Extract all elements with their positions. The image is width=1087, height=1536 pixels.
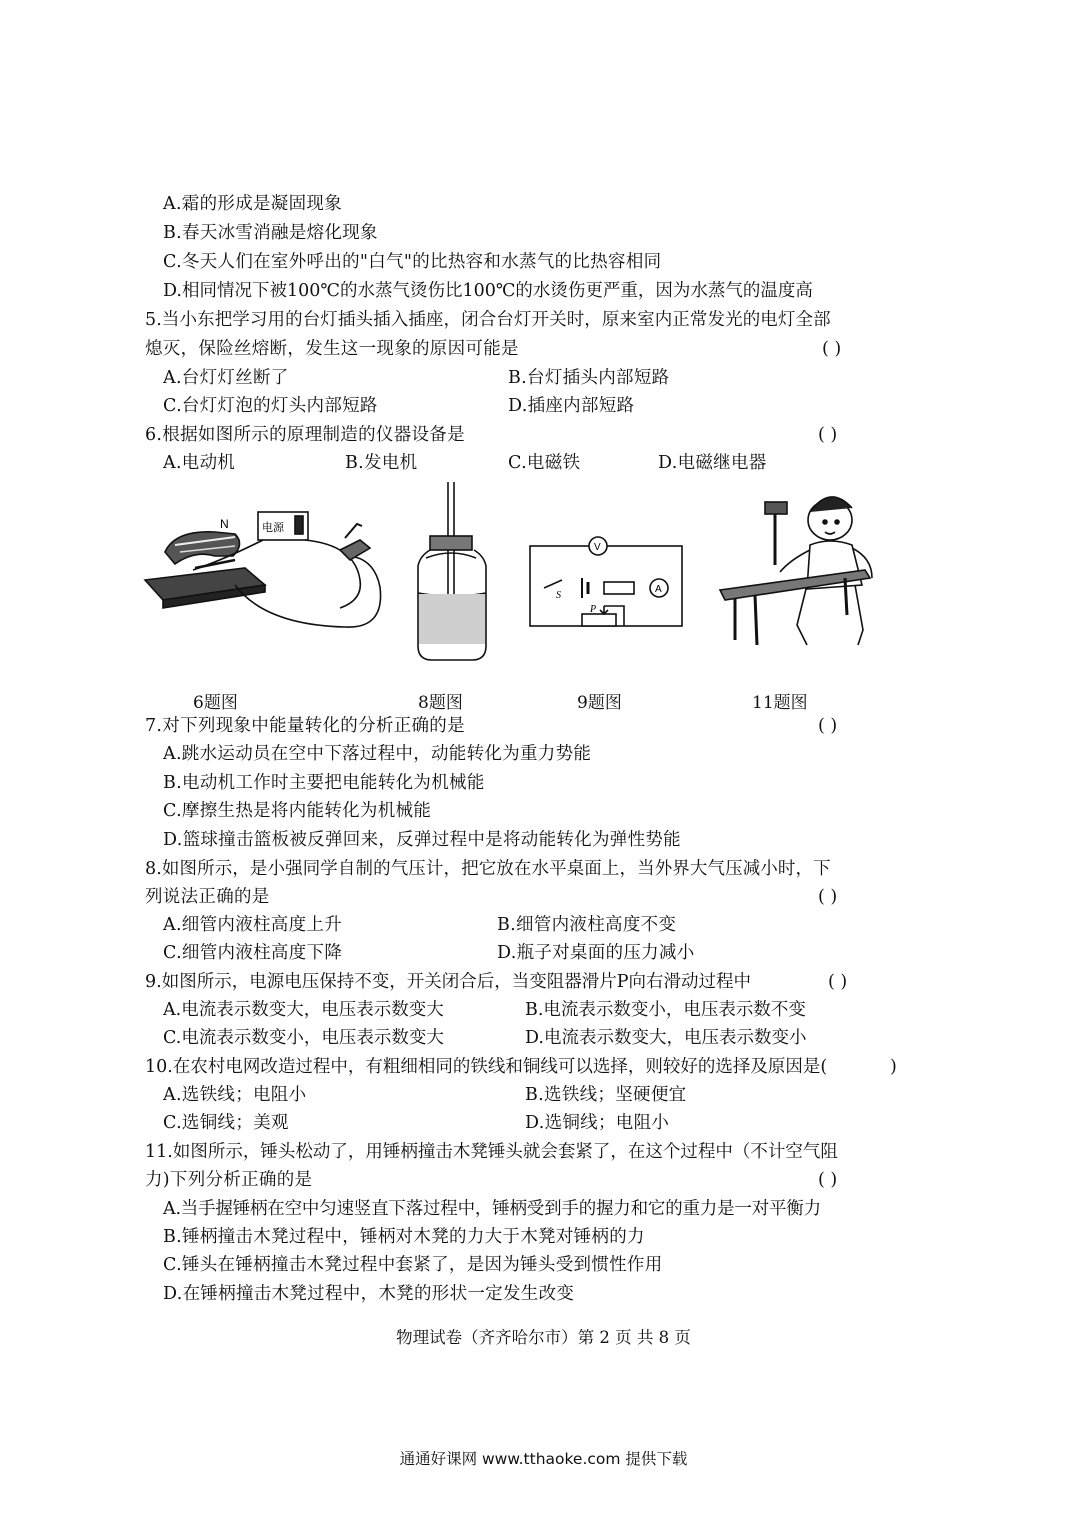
q5-option-b: B.台灯插头内部短路	[508, 368, 670, 388]
q7-option-b: B.电动机工作时主要把电能转化为机械能	[163, 773, 485, 793]
q4-option-a: A.霜的形成是凝固现象	[163, 194, 342, 214]
q9-option-c: C.电流表示数变小，电压表示数变大	[163, 1028, 444, 1048]
q8-option-c: C.细管内液柱高度下降	[163, 943, 343, 963]
q7-option-d: D.篮球撞击篮板被反弹回来，反弹过程中是将动能转化为弹性势能	[163, 830, 681, 850]
q6-option-b: B.发电机	[345, 453, 418, 473]
figure-11-illustration	[715, 490, 885, 655]
q6-stem: 6.根据如图所示的原理制造的仪器设备是	[145, 425, 465, 445]
q5-stem-line2: 熄灭，保险丝熔断，发生这一现象的原因可能是	[145, 339, 519, 359]
page-footer: 物理试卷（齐齐哈尔市）第 2 页 共 8 页	[396, 1328, 691, 1347]
q8-answer-bracket: ( )	[818, 887, 838, 907]
q7-stem: 7.对下列现象中能量转化的分析正确的是	[145, 716, 465, 736]
q5-answer-bracket: ( )	[822, 339, 842, 359]
q8-stem-line1: 8.如图所示，是小强同学自制的气压计，把它放在水平桌面上，当外界大气压减小时，下	[145, 859, 831, 879]
q11-stem-line2: 力)下列分析正确的是	[145, 1170, 313, 1190]
q8-option-d: D.瓶子对桌面的压力减小	[497, 943, 695, 963]
q9-stem: 9.如图所示，电源电压保持不变，开关闭合后，当变阻器滑片P向右滑动过程中	[145, 972, 751, 992]
q9-option-b: B.电流表示数变小，电压表示数不变	[525, 1000, 806, 1020]
caption-figure-9: 9题图	[577, 693, 622, 713]
q4-option-c: C.冬天人们在室外呼出的"白气"的比热容和水蒸气的比热容相同	[163, 252, 662, 272]
q5-stem-line1: 5.当小东把学习用的台灯插头插入插座，闭合台灯开关时，原来室内正常发光的电灯全部	[145, 310, 831, 330]
download-watermark: 通通好课网 www.tthaoke.com 提供下载	[399, 1450, 688, 1468]
q8-option-b: B.细管内液柱高度不变	[497, 915, 677, 935]
figure-9-label-p: P	[590, 604, 597, 615]
figure-9-circuit	[522, 530, 692, 640]
q11-answer-bracket: ( )	[818, 1170, 838, 1190]
q11-option-a: A.当手握锤柄在空中匀速竖直下落过程中，锤柄受到手的握力和它的重力是一对平衡力	[163, 1199, 821, 1219]
q10-option-c: C.选铜线；美观	[163, 1113, 289, 1133]
q11-stem-line1: 11.如图所示，锤头松动了，用锤柄撞击木凳锤头就会套紧了，在这个过程中（不计空气阻	[145, 1142, 838, 1162]
q6-option-d: D.电磁继电器	[658, 453, 767, 473]
q4-option-d: D.相同情况下被100℃的水蒸气烫伤比100℃的水烫伤更严重，因为水蒸气的温度高	[163, 281, 813, 301]
q8-option-a: A.细管内液柱高度上升	[163, 915, 342, 935]
q11-option-d: D.在锤柄撞击木凳过程中，木凳的形状一定发生改变	[163, 1284, 575, 1304]
q7-option-a: A.跳水运动员在空中下落过程中，动能转化为重力势能	[163, 744, 592, 764]
q10-option-b: B.选铁线；坚硬便宜	[525, 1085, 687, 1105]
caption-figure-6: 6题图	[193, 693, 238, 713]
q7-answer-bracket: ( )	[818, 716, 838, 736]
figure-6-diagram	[135, 490, 395, 630]
q7-option-c: C.摩擦生热是将内能转化为机械能	[163, 801, 432, 821]
q9-option-a: A.电流表示数变大，电压表示数变大	[163, 1000, 444, 1020]
q11-option-b: B.锤柄撞击木凳过程中，锤柄对木凳的力大于木凳对锤柄的力	[163, 1227, 645, 1247]
q10-answer-bracket: )	[890, 1057, 897, 1077]
q9-option-d: D.电流表示数变大，电压表示数变小	[525, 1028, 807, 1048]
q9-answer-bracket: ( )	[828, 972, 848, 992]
figure-9-label-v: V	[594, 542, 601, 553]
q6-answer-bracket: ( )	[818, 425, 838, 445]
q6-option-a: A.电动机	[163, 453, 236, 473]
q6-option-c: C.电磁铁	[508, 453, 581, 473]
caption-figure-8: 8题图	[418, 693, 463, 713]
figure-8-diagram	[408, 478, 498, 668]
caption-figure-11: 11题图	[752, 693, 808, 713]
q5-option-d: D.插座内部短路	[508, 396, 635, 416]
figure-9-label-s: S	[556, 590, 561, 601]
q5-option-a: A.台灯灯丝断了	[163, 368, 289, 388]
q10-option-a: A.选铁线；电阻小	[163, 1085, 307, 1105]
q8-stem-line2: 列说法正确的是	[145, 887, 270, 907]
q10-option-d: D.选铜线；电阻小	[525, 1113, 670, 1133]
q4-option-b: B.春天冰雪消融是熔化现象	[163, 223, 378, 243]
figure-6-power-label: 电源	[262, 521, 284, 534]
q5-option-c: C.台灯灯泡的灯头内部短路	[163, 396, 378, 416]
q11-option-c: C.锤头在锤柄撞击木凳过程中套紧了，是因为锤头受到惯性作用	[163, 1255, 663, 1275]
q10-stem: 10.在农村电网改造过程中，有粗细相同的铁线和铜线可以选择，则较好的选择及原因是(	[145, 1057, 828, 1077]
figure-9-label-a: A	[655, 584, 662, 595]
figure-6-label-n: N	[220, 517, 229, 531]
